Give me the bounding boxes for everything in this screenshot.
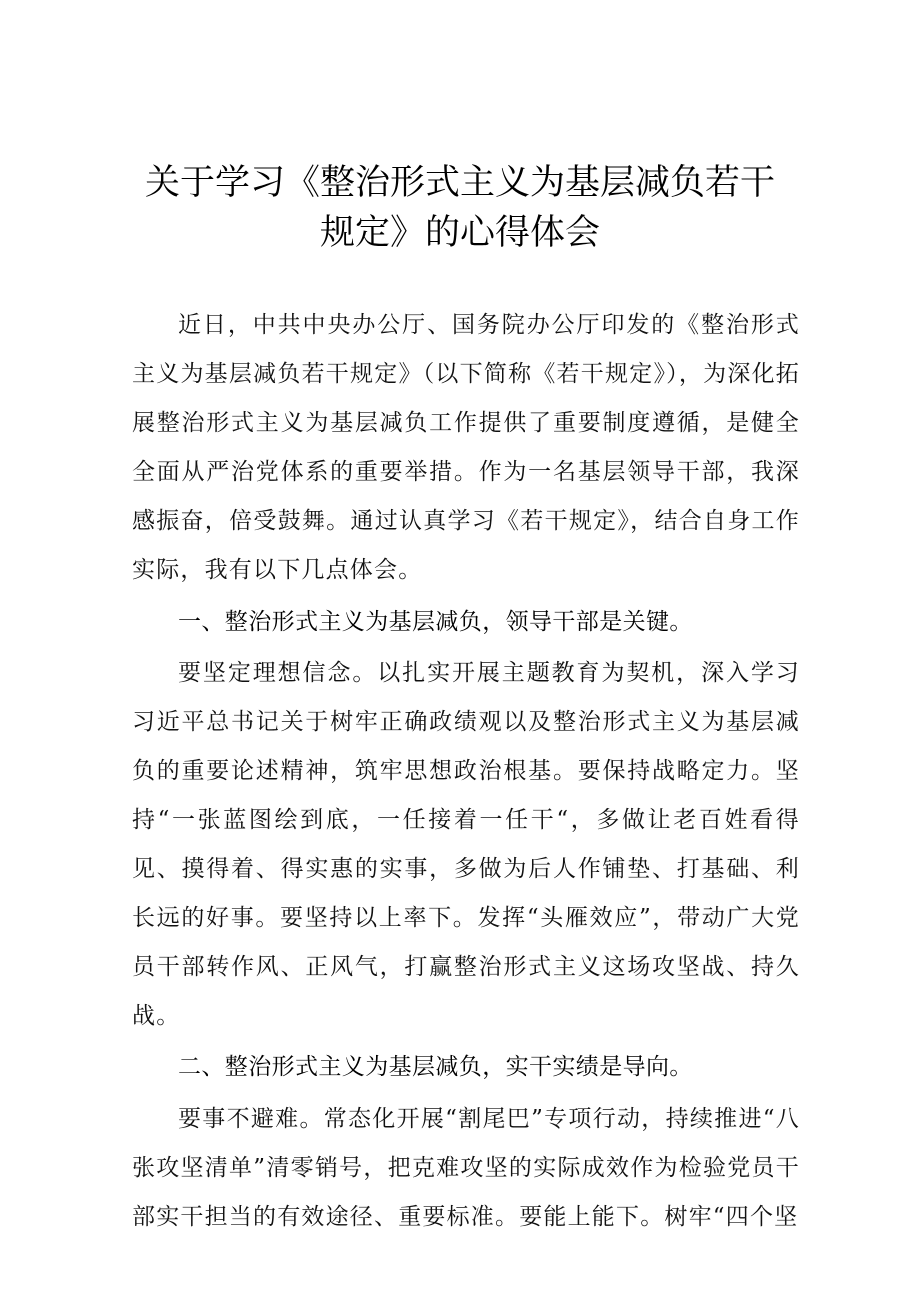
section-2-paragraph: 要事不避难。常态化开展“割尾巴”专项行动，持续推进“八张攻坚清单”清零销号，把克难攻坚的实际成效作为检验党员干部实干担当的有效途径、重要标准。要能上能下。树牢“四个坚 [132, 1105, 800, 1230]
document-body [132, 301, 800, 1242]
section-heading-2: 二、整治形式主义为基层减负，实干实绩是导向。 [178, 1054, 693, 1081]
title-line-2: 规定》的心得体会 [319, 213, 600, 253]
section-heading-1: 一、整治形式主义为基层减负，领导干部是关键。 [178, 608, 693, 635]
intro-paragraph: 近日，中共中央办公厅、国务院办公厅印发的《整治形式主义为基层减负若干规定》（以下简称《若干规定》），为深化拓展整治形式主义为基层减负工作提供了重要制度遵循，是健全全面从严治党体系的重要举措。作为一名基层领导干部，我深感振奋，倍受鼓舞。通过认真学习《若干规定》，结合自身工作实际，我有以下几点体会。 [132, 312, 800, 584]
title-line-1: 关于学习《整治形式主义为基层减负若干 [144, 163, 775, 203]
section-1-paragraph: 要坚定理想信念。以扎实开展主题教育为契机，深入学习习近平总书记关于树牢正确政绩观以及整治形式主义为基层减负的重要论述精神，筑牢思想政治根基。要保持战略定力。坚持“一张蓝图绘到底，一任接着一任干“，多做让老百姓看得见、摸得着、得实惠的实事，多做为后人作铺垫、打基础、利长远的好事。要坚持以上率下。发挥“头雁效应”，带动广大党员干部转作风、正风气，打赢整治形式主义这场攻坚战、持久战。 [132, 659, 800, 1030]
document-title [120, 158, 800, 258]
